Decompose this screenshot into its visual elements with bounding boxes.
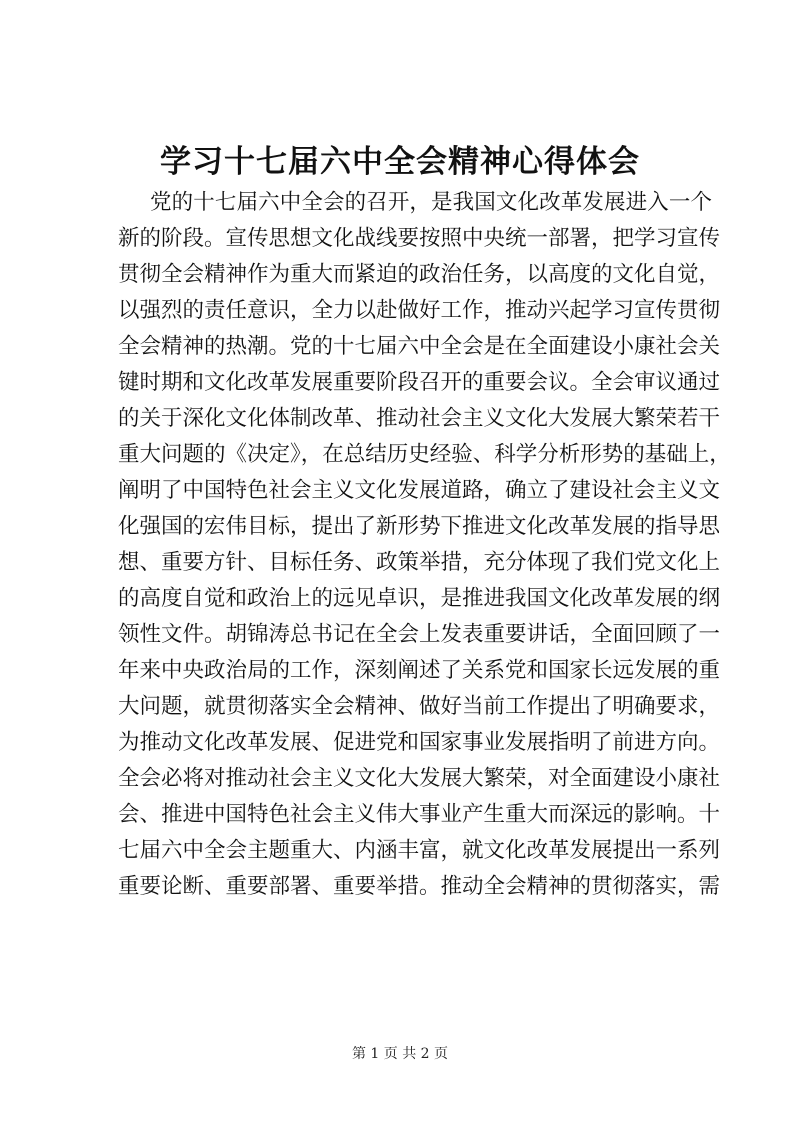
- text-line: 全会必将对推动社会主义文化大发展大繁荣，对全面建设小康社: [118, 766, 721, 791]
- page-number: 第 1 页 共 2 页: [351, 1046, 449, 1062]
- text-line: 重大问题的《决定》，在总结历史经验、科学分析形势的基础上，: [118, 442, 731, 467]
- body-paragraph: [118, 185, 731, 905]
- text-line: 以强烈的责任意识，全力以赴做好工作，推动兴起学习宣传贯彻: [118, 298, 721, 323]
- text-line: 重要论断、重要部署、重要举措。推动全会精神的贯彻落实，需: [118, 874, 721, 899]
- text-line: 的高度自觉和政治上的远见卓识，是推进我国文化改革发展的纲: [118, 586, 721, 611]
- text-line: 的关于深化文化体制改革、推动社会主义文化大发展大繁荣若干: [118, 406, 721, 431]
- text-line: 七届六中全会主题重大、内涵丰富，就文化改革发展提出一系列: [118, 838, 721, 863]
- text-line: 键时期和文化改革发展重要阶段召开的重要会议。全会审议通过: [118, 370, 721, 395]
- text-line: 领性文件。胡锦涛总书记在全会上发表重要讲话，全面回顾了一: [118, 622, 721, 647]
- text-line: 大问题，就贯彻落实全会精神、做好当前工作提出了明确要求，: [118, 694, 721, 719]
- text-line: 新的阶段。宣传思想文化战线要按照中央统一部署，把学习宣传: [118, 226, 721, 251]
- text-line: 贯彻全会精神作为重大而紧迫的政治任务，以高度的文化自觉，: [118, 262, 721, 287]
- text-line: 会、推进中国特色社会主义伟大事业产生重大而深远的影响。十: [118, 802, 721, 827]
- text-line: 想、重要方针、目标任务、政策举措，充分体现了我们党文化上: [118, 550, 721, 575]
- text-line: 年来中央政治局的工作，深刻阐述了关系党和国家长远发展的重: [118, 658, 721, 683]
- text-line: 全会精神的热潮。党的十七届六中全会是在全面建设小康社会关: [118, 334, 721, 359]
- text-line: 化强国的宏伟目标，提出了新形势下推进文化改革发展的指导思: [118, 514, 721, 539]
- document-title: 学习十七届六中全会精神心得体会: [160, 144, 640, 180]
- text-line: 阐明了中国特色社会主义文化发展道路，确立了建设社会主义文: [118, 478, 721, 503]
- text-line: 为推动文化改革发展、促进党和国家事业发展指明了前进方向。: [118, 730, 721, 755]
- text-line: 党的十七届六中全会的召开，是我国文化改革发展进入一个: [150, 190, 712, 215]
